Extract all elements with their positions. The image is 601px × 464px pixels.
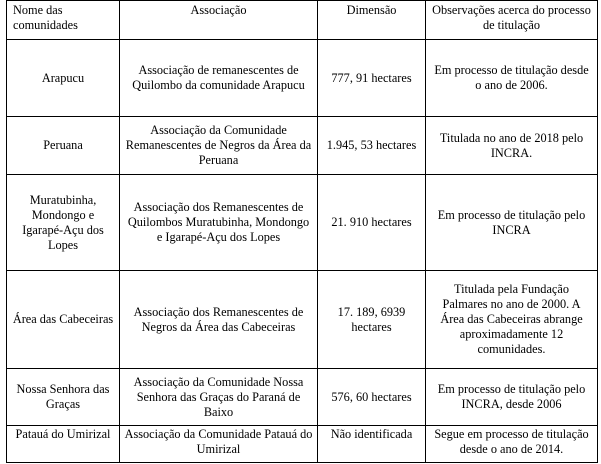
cell-association: Associação dos Remanescentes de Negros da Área das Cabeceiras [120,271,318,369]
table-row [7,369,598,426]
cell-observations: Em processo de titulação desde o ano de 2006. [426,40,598,117]
cell-name: Área das Cabeceiras [7,271,120,369]
table-header [7,1,598,40]
cell-name: Patauá do Umirizal [7,426,120,463]
communities-table [6,0,598,463]
cell-association: Associação dos Remanescentes de Quilombos Muratubinha, Mondongo e Igarapé-Açu dos Lopes [120,175,318,271]
cell-observations: Titulada pela Fundação Palmares no ano de 2000. A Área das Cabeceiras abrange aproximadamente 12 comunidades. [426,271,598,369]
cell-dimension: 17. 189, 6939 hectares [318,271,426,369]
cell-association: Associação de remanescentes de Quilombo da comunidade Arapucu [120,40,318,117]
header-name: Nome das comunidades [7,1,120,40]
cell-dimension: 1.945, 53 hectares [318,117,426,175]
cell-association: Associação da Comunidade Patauá do Umirizal [120,426,318,463]
header-row [7,1,598,40]
cell-observations: Segue em processo de titulação desde o ano de 2014. [426,426,598,463]
header-dimension: Dimensão [318,1,426,40]
cell-dimension: 21. 910 hectares [318,175,426,271]
table-row [7,426,598,463]
cell-association: Associação da Comunidade Remanescentes de Negros da Área da Peruana [120,117,318,175]
cell-name: Nossa Senhora das Graças [7,369,120,426]
cell-observations: Titulada no ano de 2018 pelo INCRA. [426,117,598,175]
cell-dimension: Não identificada [318,426,426,463]
cell-name: Arapucu [7,40,120,117]
header-association: Associação [120,1,318,40]
table-row [7,175,598,271]
table-row [7,271,598,369]
header-observations: Observações acerca do processo de titulação [426,1,598,40]
cell-association: Associação da Comunidade Nossa Senhora das Graças do Paraná de Baixo [120,369,318,426]
table-row [7,117,598,175]
cell-dimension: 576, 60 hectares [318,369,426,426]
cell-name: Muratubinha, Mondongo e Igarapé-Açu dos Lopes [7,175,120,271]
cell-observations: Em processo de titulação pelo INCRA, desde 2006 [426,369,598,426]
cell-name: Peruana [7,117,120,175]
table-body [7,40,598,463]
cell-dimension: 777, 91 hectares [318,40,426,117]
table-row [7,40,598,117]
cell-observations: Em processo de titulação pelo INCRA [426,175,598,271]
